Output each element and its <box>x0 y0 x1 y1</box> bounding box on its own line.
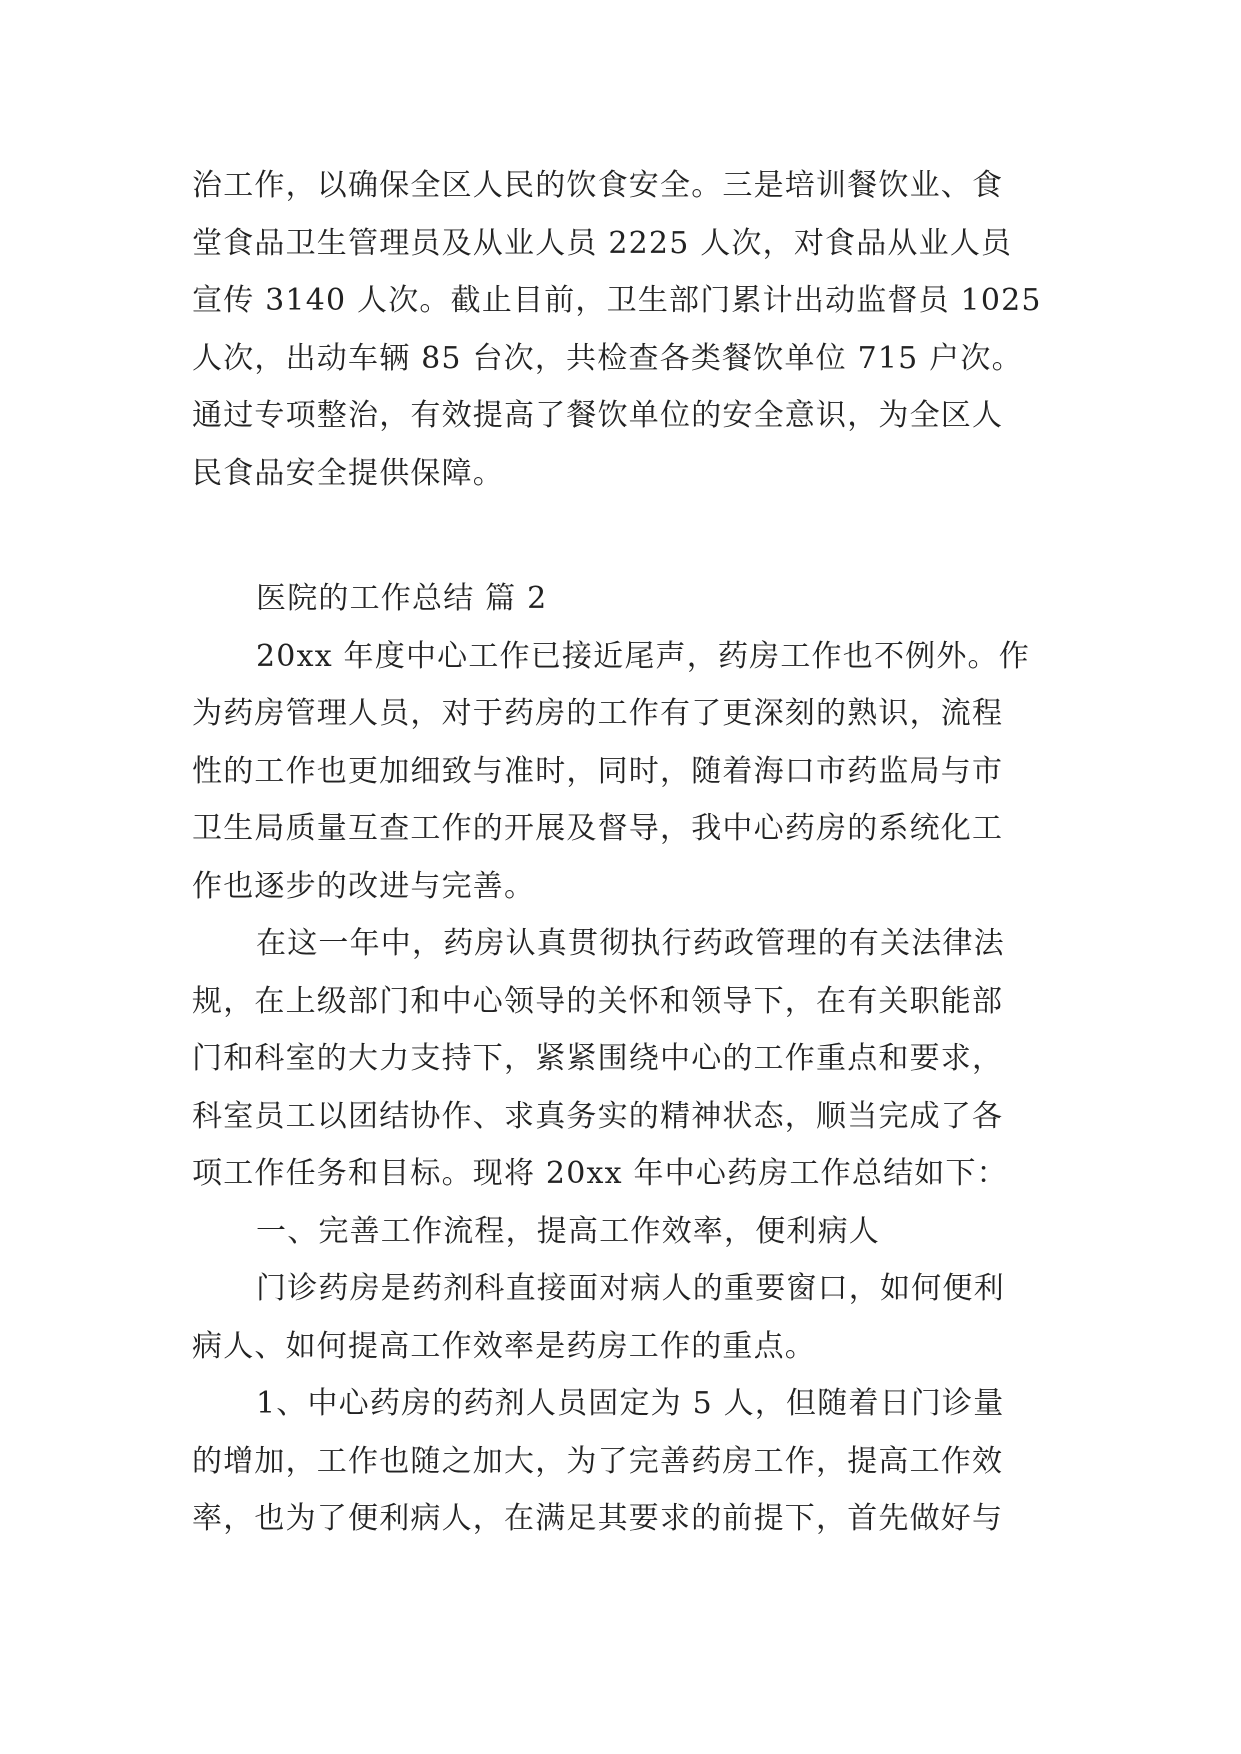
paragraph-pharmacy-window <box>192 1260 1052 1375</box>
text-line: 通过专项整治，有效提高了餐饮单位的安全意识，为全区人 <box>192 398 1004 433</box>
paragraph-item-one <box>192 1375 1052 1548</box>
text-line: 卫生局质量互查工作的开展及督导，我中心药房的系统化工 <box>192 811 1004 846</box>
text-line: 规，在上级部门和中心领导的关怀和领导下，在有关职能部 <box>192 983 1004 1019</box>
text-line: 治工作，以确保全区人民的饮食安全。三是培训餐饮业、食 <box>192 168 1004 203</box>
text-line: 宣传 3140 人次。截止目前，卫生部门累计出动监督员 1025 <box>192 283 1042 318</box>
text-line: 科室员工以团结协作、求真务实的精神状态，顺当完成了各 <box>192 1098 1004 1134</box>
text-line: 堂食品卫生管理员及从业人员 2225 人次，对食品从业人员 <box>192 225 1013 261</box>
text-line: 为药房管理人员，对于药房的工作有了更深刻的熟识，流程 <box>192 696 1004 731</box>
paragraph-intro <box>192 628 1052 916</box>
paragraph-overview <box>192 915 1052 1203</box>
continuation-paragraph <box>192 157 1052 502</box>
text-line: 人次，出动车辆 85 台次，共检查各类餐饮单位 715 户次。 <box>192 340 1023 376</box>
text-line: 在这一年中，药房认真贯彻执行药政管理的有关法律法 <box>256 926 1005 961</box>
text-line: 一、完善工作流程，提高工作效率，便利病人 <box>256 1213 880 1249</box>
subheading-one <box>192 1203 1052 1261</box>
text-line: 1、中心药房的药剂人员固定为 5 人，但随着日门诊量 <box>256 1386 1005 1421</box>
section-heading: 医院的工作总结 篇 2 <box>256 581 548 616</box>
text-line: 20xx 年度中心工作已接近尾声，药房工作也不例外。作 <box>256 638 1030 674</box>
text-line: 民食品安全提供保障。 <box>192 455 504 491</box>
section-body <box>192 570 1052 1548</box>
text-line: 门和科室的大力支持下，紧紧围绕中心的工作重点和要求， <box>192 1041 1004 1076</box>
text-line: 病人、如何提高工作效率是药房工作的重点。 <box>192 1328 816 1364</box>
text-line: 项工作任务和目标。现将 20xx 年中心药房工作总结如下： <box>192 1156 1008 1191</box>
text-line: 作也逐步的改进与完善。 <box>192 868 536 904</box>
text-line: 性的工作也更加细致与准时，同时，随着海口市药监局与市 <box>192 753 1004 789</box>
text-line: 门诊药房是药剂科直接面对病人的重要窗口，如何便利 <box>256 1271 1005 1306</box>
text-line: 的增加，工作也随之加大，为了完善药房工作，提高工作效 <box>192 1443 1004 1479</box>
text-line: 率，也为了便利病人，在满足其要求的前提下，首先做好与 <box>192 1501 1004 1536</box>
